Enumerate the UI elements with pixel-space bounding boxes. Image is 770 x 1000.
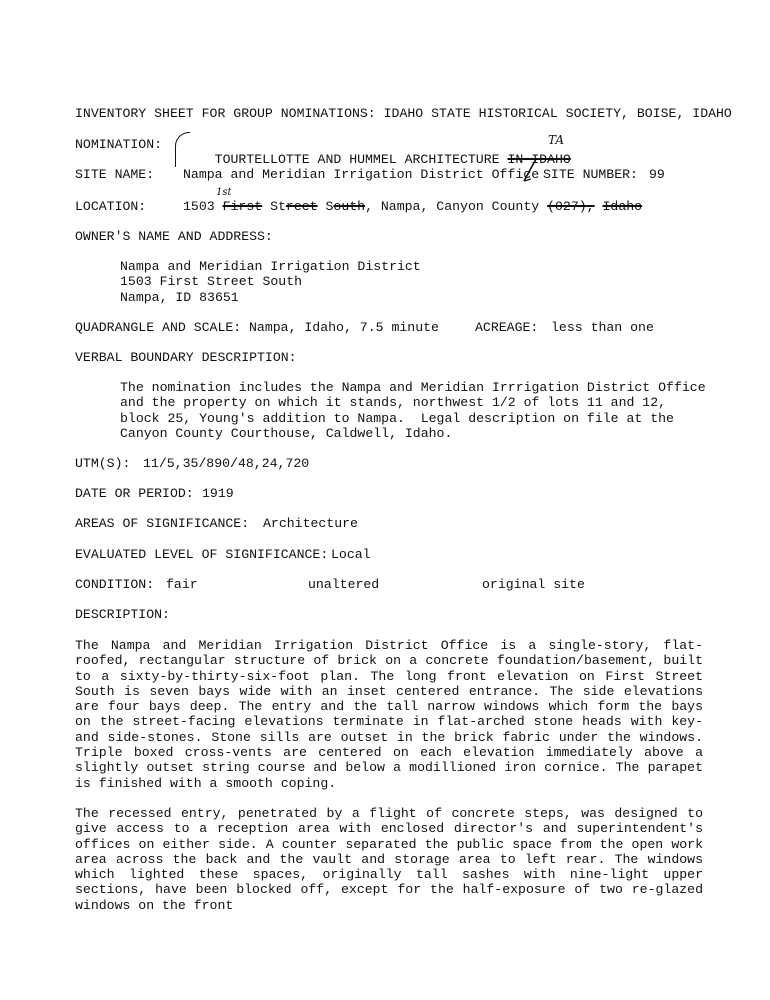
- acreage-label: ACREAGE:: [475, 320, 539, 335]
- quadrangle-value: Nampa, Idaho, 7.5 minute: [249, 320, 439, 335]
- description-paragraph-2: The recessed entry, penetrated by a flight of concrete steps, was designed to give access to a reception area with enclosed director's and superintendent's offices on either side. A counter separated the public space from the open work area across the back and the vault and storage area to left rear. The windows which lighted these spaces, originally tall sashes with nine-light upper sections, have been blocked off, except for the half-exposure of two re-glazed windows on the front: [75, 806, 703, 913]
- handwritten-check-mark: [522, 157, 538, 183]
- condition-alteration: unaltered: [308, 577, 380, 592]
- areas-label: AREAS OF SIGNIFICANCE:: [75, 516, 250, 531]
- boundary-line: block 25, Young's addition to Nampa. Legal description on file at the: [120, 411, 674, 426]
- site-name-value: Nampa and Meridian Irrigation District Office: [183, 167, 540, 182]
- quadrangle-label: QUADRANGLE AND SCALE:: [75, 320, 242, 335]
- struck-county-code: (027): [547, 199, 587, 214]
- level-label: EVALUATED LEVEL OF SIGNIFICANCE:: [75, 547, 329, 562]
- date-label: DATE OR PERIOD:: [75, 486, 194, 501]
- utm-value: 11/5,35/890/48,24,720: [143, 456, 310, 471]
- owner-line: Nampa and Meridian Irrigation District: [120, 259, 421, 274]
- handwritten-ta-annotation: TA: [548, 133, 565, 147]
- areas-value: Architecture: [263, 516, 358, 531]
- level-value: Local: [331, 547, 371, 562]
- sheet-title: INVENTORY SHEET FOR GROUP NOMINATIONS: IDAHO STATE HISTORICAL SOCIETY, BOISE, IDAHO: [75, 106, 732, 121]
- condition-site: original site: [482, 577, 585, 592]
- handwritten-1st-annotation: 1st: [216, 187, 232, 198]
- owner-line: 1503 First Street South: [120, 274, 303, 289]
- condition-label: CONDITION:: [75, 577, 155, 592]
- boundary-line: The nomination includes the Nampa and Meridian Irrrigation District Office: [120, 380, 706, 395]
- struck-in-idaho: IN IDAHO: [507, 152, 571, 167]
- location-value: 1503 First Street South, Nampa, Canyon County (027), Idaho: [183, 199, 643, 214]
- owner-line: Nampa, ID 83651: [120, 290, 239, 305]
- site-number-value: 99: [649, 167, 665, 182]
- description-paragraph-1: The Nampa and Meridian Irrigation District Office is a single-story, flat-roofed, rectangular structure of brick on a concrete foundation/basement, built to a sixty-by-thirty-six-foot plan. The long front elevation on First Street South is seven bays wide with an inset centered entrance. The side elevations are four bays deep. The entry and the tall narrow windows which form the bays on the street-facing elevations terminate in flat-arched stone heads with key- and side-stones. Stone sills are outset in the brick fabric under the windows. Triple boxed cross-vents are centered on each elevation immediately above a slightly outset string course and below a modillioned iron cornice. The parapet is finished with a smooth coping.: [75, 638, 703, 791]
- boundary-label: VERBAL BOUNDARY DESCRIPTION:: [75, 350, 297, 365]
- nomination-label: NOMINATION:: [75, 137, 163, 152]
- location-label: LOCATION:: [75, 199, 147, 214]
- boundary-line: Canyon County Courthouse, Caldwell, Idaho.: [120, 426, 453, 441]
- struck-first: First: [222, 199, 263, 214]
- boundary-line: and the property on which it stands, northwest 1/2 of lots 11 and 12,: [120, 395, 667, 410]
- acreage-value: less than one: [551, 320, 654, 335]
- struck-reet: reet: [285, 199, 318, 214]
- site-number-label: SITE NUMBER:: [543, 167, 638, 182]
- nomination-value: TOURTELLOTTE AND HUMMEL ARCHITECTURE IN IDAHO: [214, 152, 571, 167]
- description-label: DESCRIPTION:: [75, 607, 170, 622]
- owner-label: OWNER'S NAME AND ADDRESS:: [75, 229, 273, 244]
- date-value: 1919: [202, 486, 234, 501]
- condition-state: fair: [166, 577, 198, 592]
- utm-label: UTM(S):: [75, 456, 131, 471]
- struck-outh: outh: [333, 199, 366, 214]
- struck-idaho: Idaho: [602, 199, 643, 214]
- site-name-label: SITE NAME:: [75, 167, 155, 182]
